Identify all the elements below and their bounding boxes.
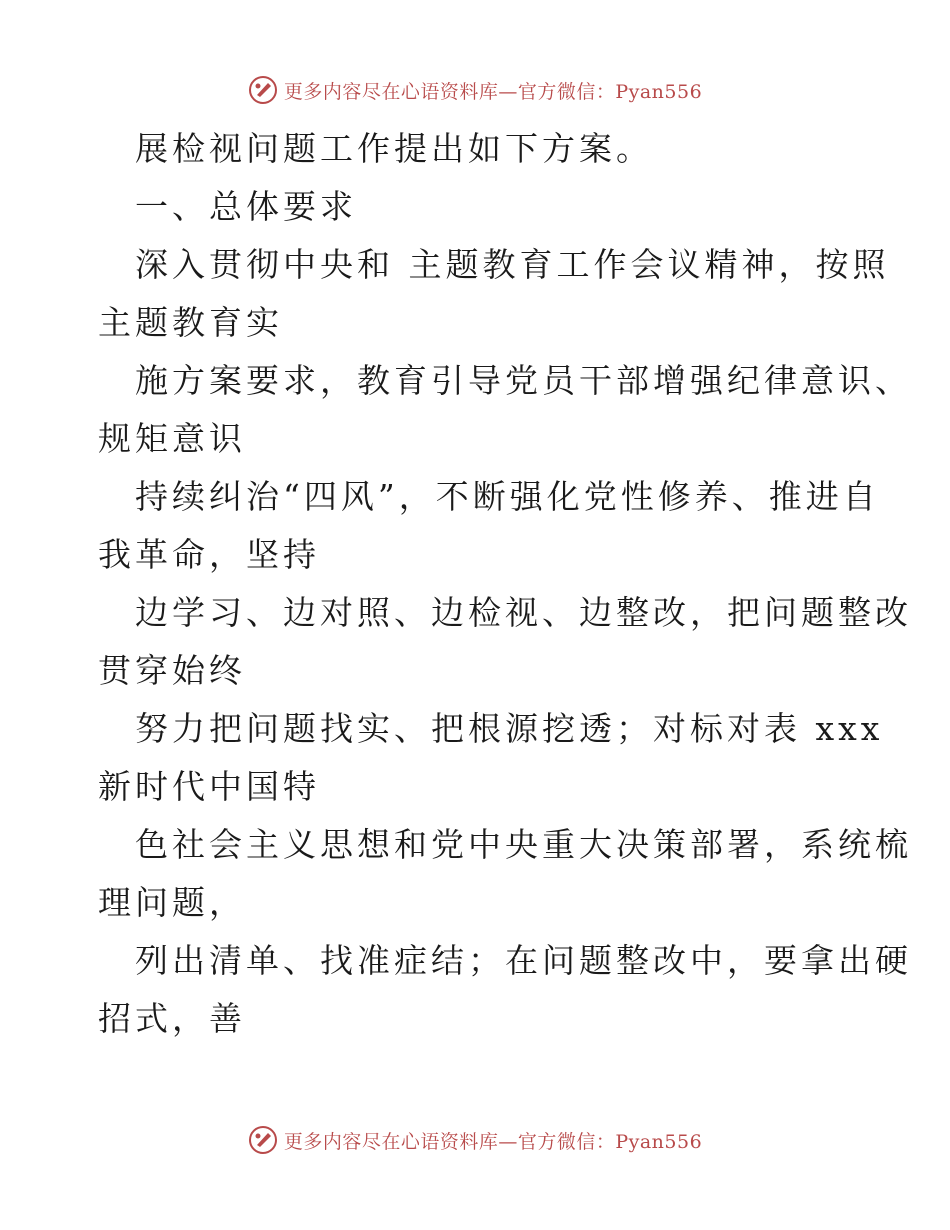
paragraph-line: 边学习、边对照、边检视、边整改，把问题整改 — [135, 593, 912, 632]
paragraph-line: 深入贯彻中央和 主题教育工作会议精神，按照 — [135, 245, 890, 284]
paragraph-line: 持续纠治“四风”，不断强化党性修养、推进自 — [135, 477, 880, 516]
paragraph-line: 主题教育实 — [98, 303, 283, 342]
paragraph-line: 色社会主义思想和党中央重大决策部署，系统梳 — [135, 825, 912, 864]
paragraph-line: 列出清单、找准症结；在问题整改中，要拿出硬 — [135, 941, 912, 980]
paragraph-line: 理问题， — [98, 883, 246, 922]
paragraph-line: 贯穿始终 — [98, 651, 246, 690]
paragraph-line: 努力把问题找实、把根源挖透；对标对表 xxx — [135, 709, 884, 748]
paragraph-line: 展检视问题工作提出如下方案。 — [135, 129, 653, 168]
paragraph-line: 规矩意识 — [98, 419, 246, 458]
paragraph-line: 施方案要求，教育引导党员干部增强纪律意识、 — [135, 361, 912, 400]
paragraph-line: 新时代中国特 — [98, 767, 320, 806]
watermark-text: 更多内容尽在心语资料库—官方微信：Pyan556 — [283, 1130, 703, 1153]
document-body — [98, 120, 912, 1048]
logo-icon — [248, 1125, 278, 1155]
paragraph-line: 我革命，坚持 — [98, 535, 320, 574]
header-watermark — [0, 72, 950, 108]
logo-icon — [248, 75, 278, 105]
paragraph-line: 招式，善 — [98, 999, 246, 1038]
section-heading: 一、总体要求 — [135, 187, 357, 226]
watermark-text: 更多内容尽在心语资料库—官方微信：Pyan556 — [283, 80, 703, 103]
footer-watermark — [0, 1122, 950, 1158]
